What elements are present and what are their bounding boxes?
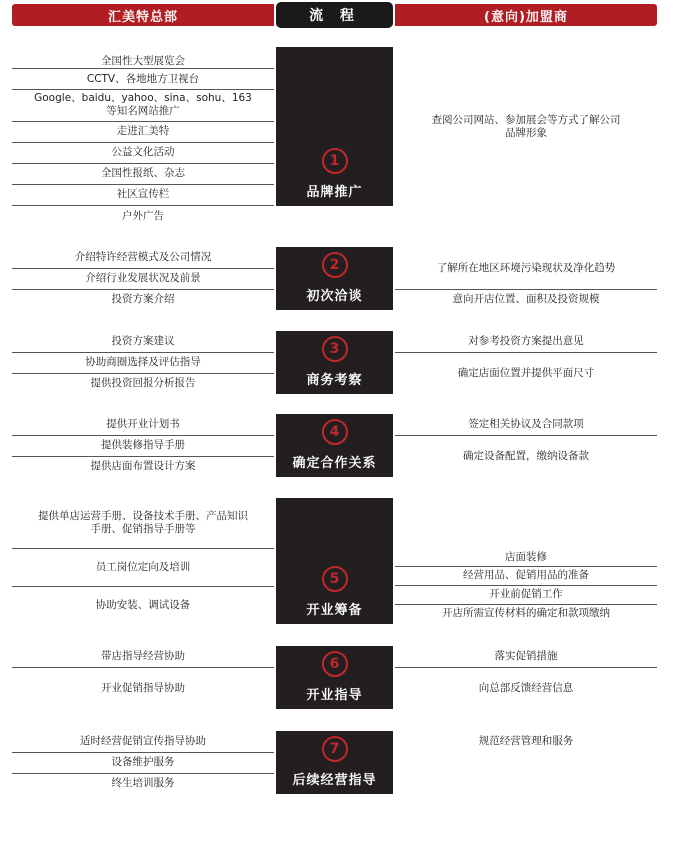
divider bbox=[12, 205, 274, 206]
step-box-4 bbox=[276, 414, 393, 477]
right-item: 签定相关协议及合同款项 bbox=[468, 418, 584, 430]
step-title: 品牌推广 bbox=[306, 185, 363, 200]
divider bbox=[12, 752, 274, 753]
left-item: 适时经营促销宣传指导协助 bbox=[80, 735, 206, 747]
left-item: 户外广告 bbox=[122, 209, 164, 222]
left-item: 提供开业计划书 bbox=[106, 418, 180, 430]
divider bbox=[395, 604, 657, 605]
step-number-icon: 7 bbox=[322, 736, 348, 762]
step-box-1 bbox=[276, 47, 393, 206]
left-item: 终生培训服务 bbox=[111, 777, 175, 789]
divider bbox=[12, 773, 274, 774]
step-box-7 bbox=[276, 731, 393, 794]
left-item: 全国性大型展览会 bbox=[101, 55, 185, 67]
divider bbox=[12, 548, 274, 549]
left-item: 投资方案建议 bbox=[111, 335, 175, 347]
step-number-icon: 6 bbox=[322, 651, 348, 677]
divider bbox=[12, 89, 274, 90]
divider bbox=[12, 352, 274, 353]
left-item: 提供单店运营手册、设备技术手册、产品知识 手册、促销指导手册等 bbox=[38, 510, 248, 535]
left-item: 提供装修指导手册 bbox=[101, 439, 185, 451]
left-item: 全国性报纸、杂志 bbox=[101, 167, 185, 179]
step-title: 商务考察 bbox=[306, 373, 363, 388]
step-number-icon: 5 bbox=[322, 566, 348, 592]
right-item: 开店所需宣传材料的确定和款项缴纳 bbox=[442, 607, 610, 619]
step-title: 确定合作关系 bbox=[292, 456, 377, 471]
left-item: Google、baidu、yahoo、sina、sohu、163 等知名网站推广 bbox=[34, 92, 252, 117]
divider bbox=[12, 667, 274, 668]
divider bbox=[12, 289, 274, 290]
right-item: 确定设备配置，缴纳设备款 bbox=[463, 449, 589, 462]
step-title: 开业指导 bbox=[306, 688, 363, 703]
step-box-6 bbox=[276, 646, 393, 709]
divider bbox=[395, 667, 657, 668]
left-item: CCTV、各地地方卫视台 bbox=[86, 72, 200, 85]
divider bbox=[12, 586, 274, 587]
left-item: 设备维护服务 bbox=[111, 756, 175, 768]
right-item: 意向开店位置、面积及投资规模 bbox=[452, 293, 600, 305]
left-item: 提供投资回报分析报告 bbox=[90, 377, 196, 389]
left-item: 开业促销指导协助 bbox=[101, 681, 185, 694]
step-number-icon: 3 bbox=[322, 336, 348, 362]
step-number-icon: 2 bbox=[322, 252, 348, 278]
right-item: 规范经营管理和服务 bbox=[478, 735, 574, 747]
divider bbox=[12, 456, 274, 457]
step-box-3 bbox=[276, 331, 393, 394]
left-item: 协助商圈选择及评估指导 bbox=[85, 356, 201, 368]
divider bbox=[12, 163, 274, 164]
step-box-5 bbox=[276, 498, 393, 624]
right-item: 经营用品、促销用品的准备 bbox=[463, 569, 589, 581]
divider bbox=[395, 352, 657, 353]
right-item: 确定店面位置并提供平面尺寸 bbox=[457, 366, 595, 379]
divider bbox=[395, 566, 657, 567]
left-item: 带店指导经营协助 bbox=[101, 650, 185, 662]
divider bbox=[12, 68, 274, 69]
right-item: 对参考投资方案提出意见 bbox=[468, 335, 584, 347]
header-left: 汇美特总部 bbox=[12, 4, 274, 26]
left-item: 介绍特许经营模式及公司情况 bbox=[74, 251, 212, 263]
divider bbox=[12, 121, 274, 122]
step-number-icon: 4 bbox=[322, 419, 348, 445]
right-item: 查阅公司网站、参加展会等方式了解公司 品牌形象 bbox=[431, 113, 621, 139]
left-item: 投资方案介绍 bbox=[111, 293, 175, 305]
step-title: 后续经营指导 bbox=[292, 773, 377, 788]
step-number-icon: 1 bbox=[322, 148, 348, 174]
right-item: 落实促销措施 bbox=[494, 650, 558, 662]
right-item: 向总部反馈经营信息 bbox=[478, 681, 574, 694]
step-box-2 bbox=[276, 247, 393, 310]
left-item: 走进汇美特 bbox=[116, 125, 170, 137]
header-right: (意向)加盟商 bbox=[395, 4, 657, 26]
left-item: 介绍行业发展状况及前景 bbox=[85, 272, 201, 284]
left-item: 协助安装、调试设备 bbox=[95, 598, 191, 611]
left-item: 提供店面布置设计方案 bbox=[90, 460, 196, 472]
step-title: 初次洽谈 bbox=[306, 289, 363, 304]
header-middle: 流 程 bbox=[276, 2, 393, 28]
divider bbox=[12, 184, 274, 185]
step-title: 开业筹备 bbox=[306, 603, 363, 618]
divider bbox=[395, 585, 657, 586]
left-item: 社区宣传栏 bbox=[116, 188, 170, 200]
divider bbox=[395, 289, 657, 290]
left-item: 公益文化活动 bbox=[111, 146, 175, 158]
left-item: 员工岗位定向及培训 bbox=[95, 560, 191, 573]
right-item: 了解所在地区环境污染现状及净化趋势 bbox=[436, 261, 616, 274]
right-item: 店面装修 bbox=[505, 550, 547, 563]
divider bbox=[12, 268, 274, 269]
divider bbox=[12, 435, 274, 436]
divider bbox=[12, 373, 274, 374]
divider bbox=[12, 142, 274, 143]
right-item: 开业前促销工作 bbox=[489, 588, 563, 600]
divider bbox=[395, 435, 657, 436]
